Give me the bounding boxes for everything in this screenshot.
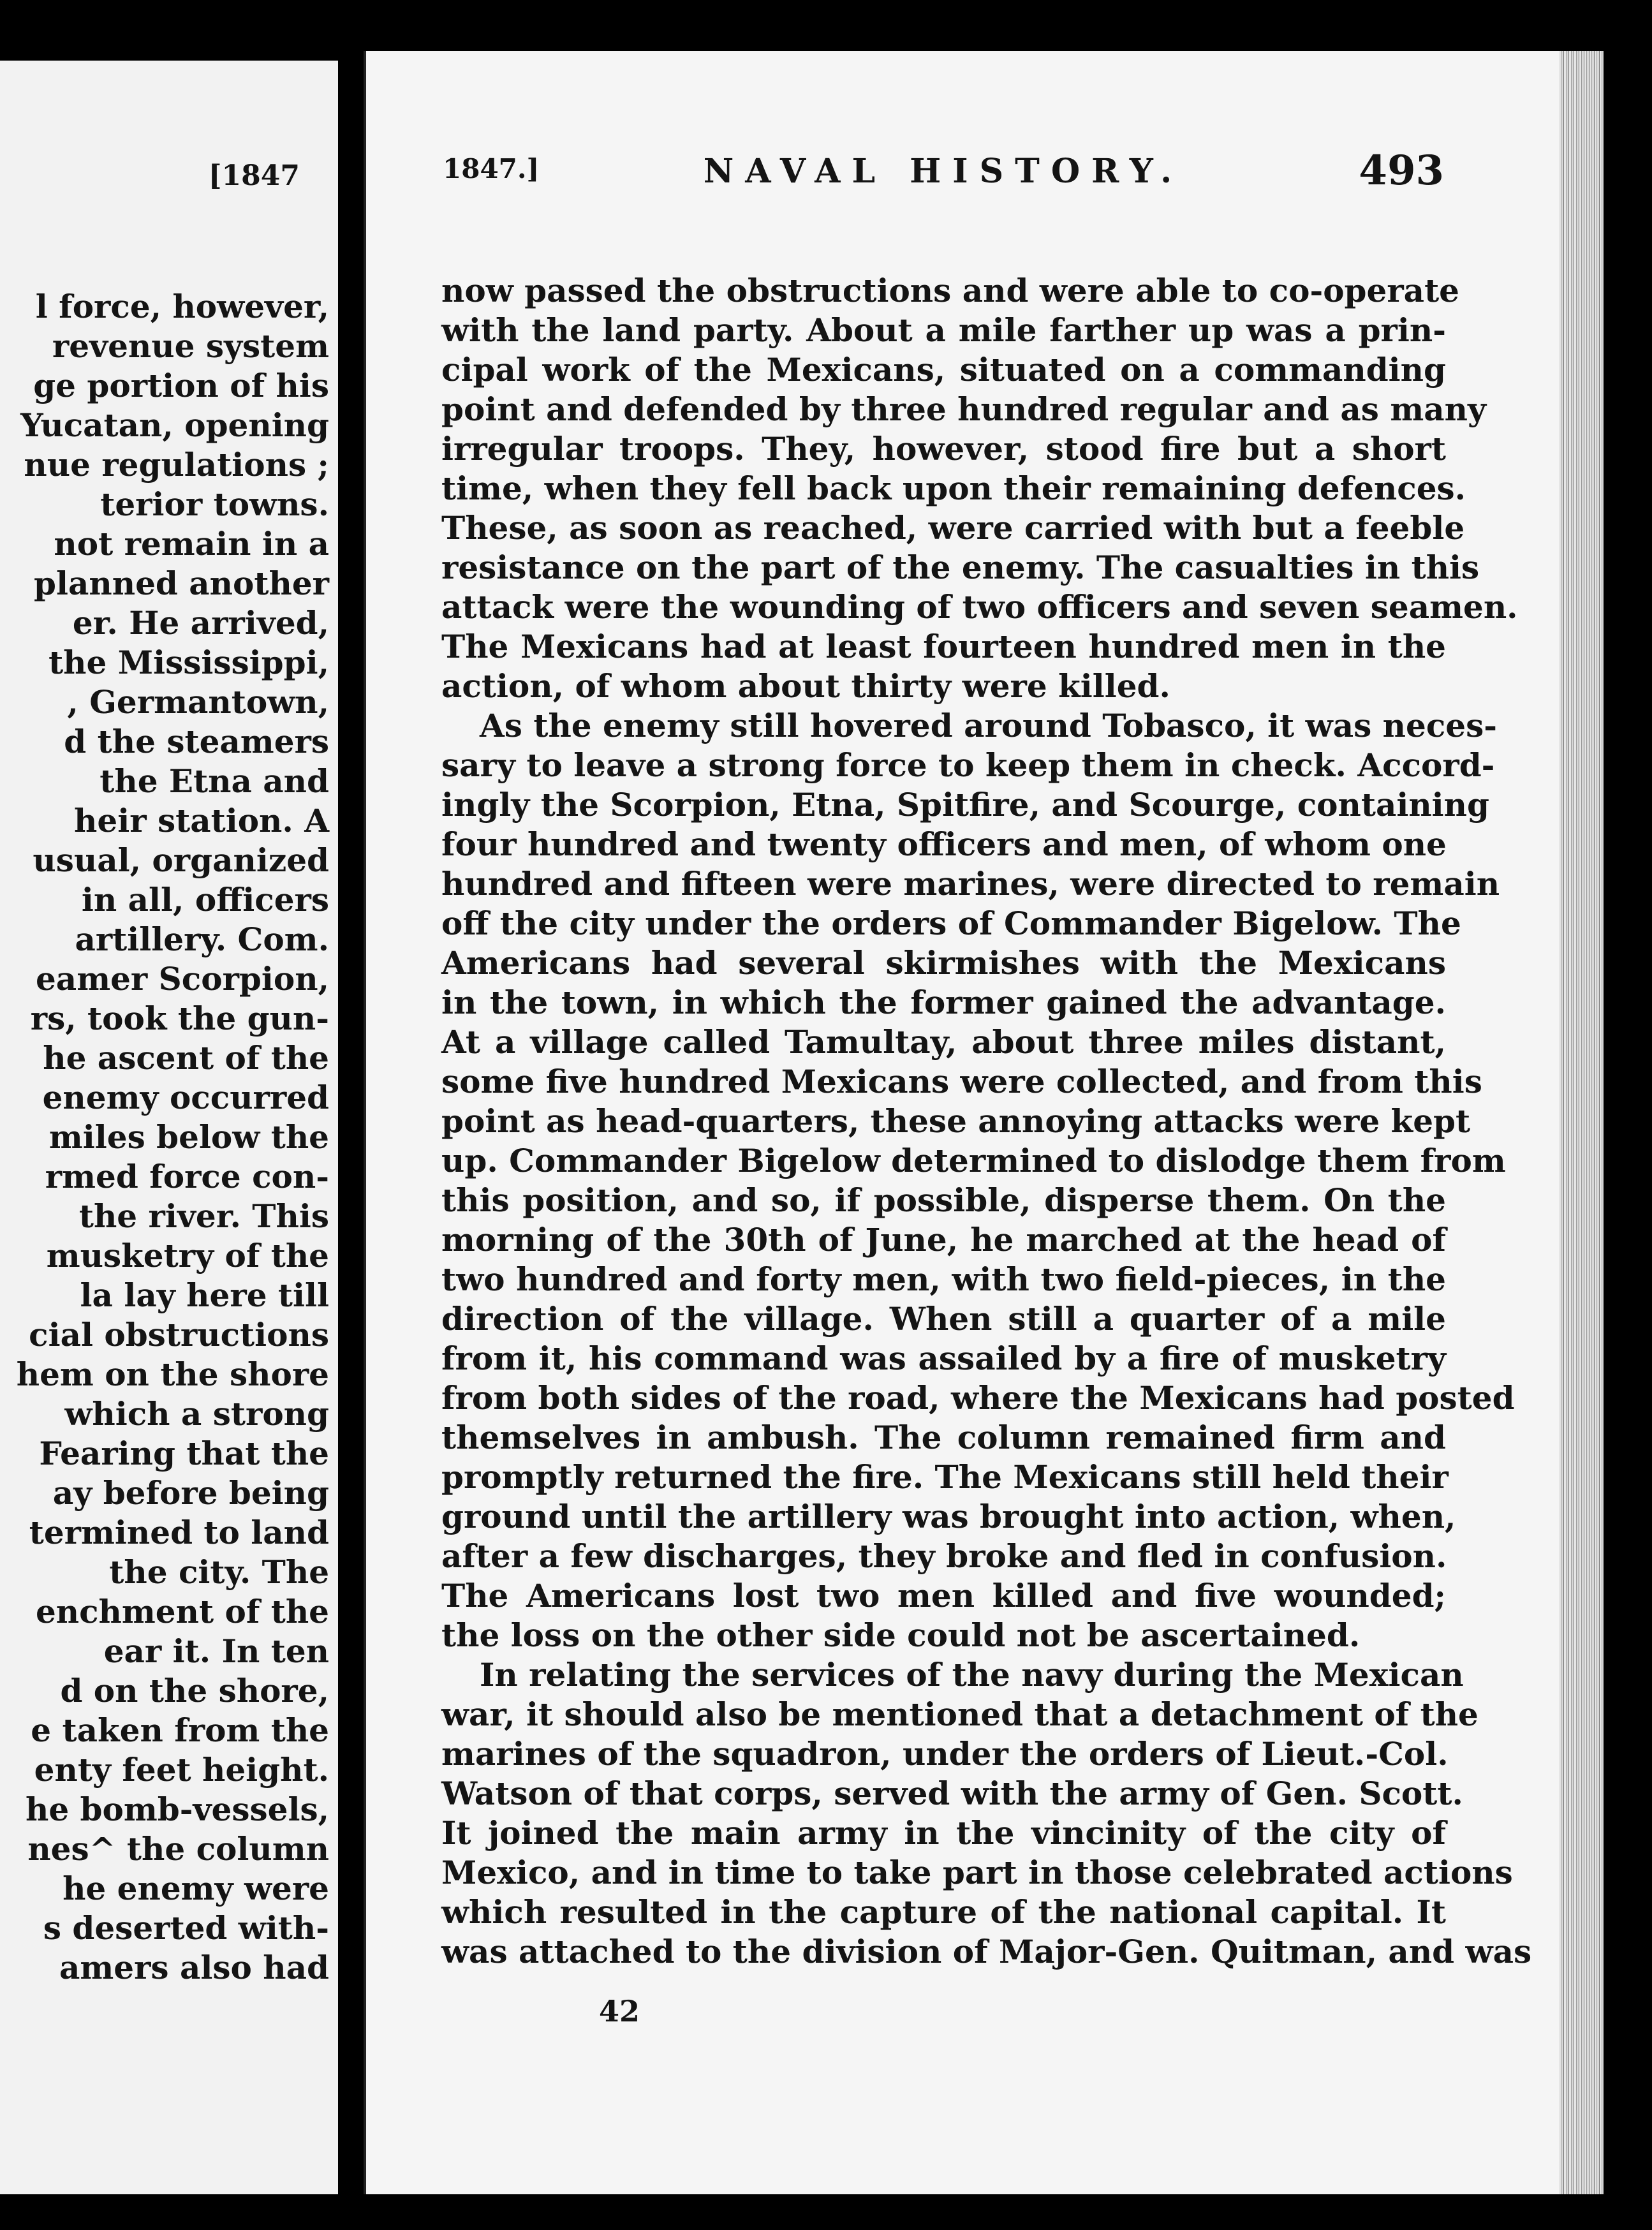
left-page-line: er. He arrived, (72, 604, 329, 642)
body-line: Watson of that corps, served with the army of Gen. Scott. (441, 1775, 1463, 1812)
running-head (443, 147, 1444, 204)
body-line: It joined the main army in the vincinity of the city of (441, 1814, 1446, 1852)
left-page-line: rmed force con- (45, 1158, 329, 1195)
body-line: In relating the services of the navy during the Mexican (480, 1656, 1464, 1694)
body-line: was attached to the division of Major-Gen. Quitman, and was (441, 1933, 1532, 1970)
signature-mark: 42 (599, 1994, 640, 2028)
body-text (441, 271, 1532, 1972)
body-line: themselves in ambush. The column remained firm and (441, 1419, 1446, 1456)
left-page-line: planned another (34, 565, 329, 602)
right-page (364, 51, 1604, 2194)
left-page-line: not remain in a (54, 525, 329, 563)
left-page-line: heir station. A (74, 802, 329, 839)
left-page-line: revenue system (52, 327, 329, 365)
left-page-line: rs, took the gun- (30, 1000, 329, 1037)
left-page-line: the Etna and (100, 762, 329, 800)
body-line: four hundred and twenty officers and men, of whom one (441, 825, 1447, 863)
body-line: Mexico, and in time to take part in those celebrated actions (441, 1854, 1513, 1891)
body-line: point and defended by three hundred regular and as many (441, 390, 1487, 428)
body-line: promptly returned the fire. The Mexicans still held their (441, 1458, 1449, 1496)
body-line: sary to leave a strong force to keep them in check. Accord- (441, 746, 1495, 784)
left-page-line: hem on the shore (16, 1355, 329, 1393)
left-page-line: e taken from the (31, 1711, 329, 1749)
body-line: from it, his command was assailed by a fire of musketry (441, 1340, 1446, 1377)
body-line: after a few discharges, they broke and fled in confusion. (441, 1537, 1447, 1575)
left-page-line: la lay here till (80, 1276, 329, 1314)
body-line: with the land party. About a mile farther up was a prin- (441, 311, 1446, 349)
left-page-header: [1847 (208, 159, 300, 192)
left-page-line: ge portion of his (33, 367, 329, 404)
body-line: cipal work of the Mexicans, situated on a commanding (441, 351, 1446, 388)
left-page-line: nue regulations ; (24, 446, 329, 484)
book-gutter (338, 0, 364, 2230)
left-page-line: , Germantown, (67, 683, 329, 721)
left-page-text (0, 287, 329, 1988)
left-page-line: he enemy were (63, 1870, 329, 1907)
page-edges (1559, 51, 1604, 2194)
body-line: These, as soon as reached, were carried with but a feeble (441, 509, 1465, 547)
body-line: in the town, in which the former gained the advantage. (441, 984, 1446, 1021)
body-line: action, of whom about thirty were killed. (441, 667, 1170, 705)
body-line: now passed the obstructions and were able to co-operate (441, 272, 1459, 309)
body-line: up. Commander Bigelow determined to dislodge them from (441, 1142, 1506, 1179)
body-line: Americans had several skirmishes with the Mexicans (441, 944, 1446, 982)
page-number: 493 (1359, 147, 1444, 195)
body-line: The Americans lost two men killed and five wounded; (441, 1577, 1446, 1614)
body-line: hundred and fifteen were marines, were directed to remain (441, 865, 1500, 903)
body-line: resistance on the part of the enemy. The casualties in this (441, 549, 1480, 586)
left-page-line: d on the shore, (60, 1672, 329, 1709)
body-line: war, it should also be mentioned that a detachment of the (441, 1695, 1479, 1733)
body-line: two hundred and forty men, with two field-pieces, in the (441, 1260, 1446, 1298)
left-page-line: usual, organized (33, 841, 329, 879)
body-line: marines of the squadron, under the orders of Lieut.-Col. (441, 1735, 1449, 1773)
left-page-line: terior towns. (100, 485, 329, 523)
body-line: direction of the village. When still a quarter of a mile (441, 1300, 1446, 1338)
running-head-title: NAVAL HISTORY. (703, 152, 1184, 191)
body-line: attack were the wounding of two officers and seven seamen. (441, 588, 1518, 626)
body-line: time, when they fell back upon their remaining defences. (441, 469, 1466, 507)
left-page-line: ear it. In ten (103, 1632, 329, 1670)
left-page-line: the river. This (78, 1197, 329, 1235)
body-line: off the city under the orders of Commander Bigelow. The (441, 905, 1461, 942)
left-page-line: miles below the (48, 1118, 329, 1156)
left-page-line: eamer Scorpion, (36, 960, 329, 998)
left-page-line: nes^ the column (27, 1830, 329, 1868)
left-page-line: s deserted with- (43, 1909, 329, 1947)
left-page-line: which a strong (64, 1395, 329, 1433)
body-line: which resulted in the capture of the national capital. It (441, 1893, 1446, 1931)
left-page-line: he ascent of the (43, 1039, 329, 1077)
body-line: this position, and so, if possible, disperse them. On the (441, 1181, 1446, 1219)
left-page-line: ay before being (52, 1474, 329, 1512)
left-page-line: Fearing that the (39, 1435, 329, 1472)
left-page-line: enty feet height. (34, 1751, 329, 1789)
left-page-line: l force, however, (35, 288, 329, 325)
left-page-line: Yucatan, opening (20, 406, 329, 444)
left-page-line: artillery. Com. (75, 920, 329, 958)
left-page-line: in all, officers (81, 881, 329, 919)
left-page-line: termined to land (29, 1514, 329, 1551)
body-line: from both sides of the road, where the Mexicans had posted (441, 1379, 1515, 1417)
running-head-year: 1847.] (443, 153, 540, 184)
body-line: ingly the Scorpion, Etna, Spitfire, and Scourge, containing (441, 786, 1489, 823)
left-page-line: musketry of the (46, 1237, 329, 1274)
left-page-line: the Mississippi, (48, 644, 329, 681)
body-line: irregular troops. They, however, stood fire but a short (441, 430, 1446, 468)
left-page-line: amers also had (59, 1949, 329, 1986)
body-line: point as head-quarters, these annoying attacks were kept (441, 1102, 1471, 1140)
body-line: The Mexicans had at least fourteen hundred men in the (441, 628, 1446, 665)
left-page (0, 61, 340, 2194)
body-line: the loss on the other side could not be ascertained. (441, 1616, 1361, 1654)
left-page-line: he bomb-vessels, (25, 1791, 329, 1828)
left-page-line: enemy occurred (42, 1079, 329, 1116)
body-line: ground until the artillery was brought into action, when, (441, 1498, 1456, 1535)
body-line: some five hundred Mexicans were collected, and from this (441, 1063, 1482, 1100)
left-page-line: d the steamers (64, 723, 329, 760)
left-page-line: the city. The (109, 1553, 329, 1591)
body-line: As the enemy still hovered around Tobasco, it was neces- (480, 707, 1497, 744)
left-page-line: enchment of the (35, 1593, 329, 1630)
body-line: At a village called Tamultay, about three miles distant, (441, 1023, 1446, 1061)
left-page-line: cial obstructions (29, 1316, 329, 1354)
body-line: morning of the 30th of June, he marched at the head of (441, 1221, 1446, 1259)
